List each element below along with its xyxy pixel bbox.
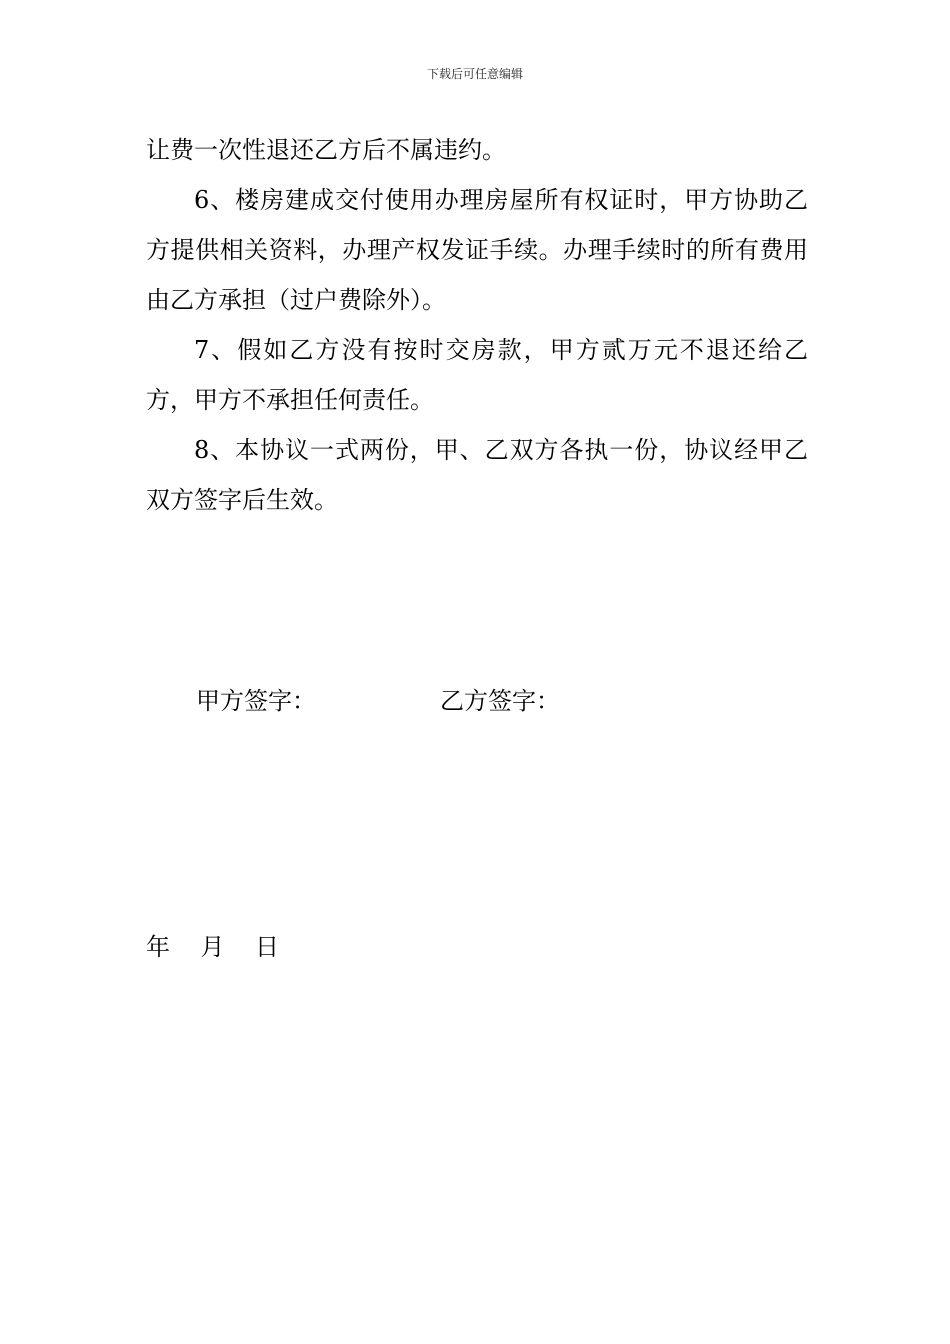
clause-8: 8、本协议一式两份，甲、乙双方各执一份，协议经甲乙双方签字后生效。 <box>146 436 808 514</box>
party-a-signature-label: 甲方签字： <box>196 687 316 715</box>
paragraph-continuation: 让费一次性退还乙方后不属违约。 <box>146 136 506 164</box>
party-b-signature-label: 乙方签字： <box>440 687 560 715</box>
signature-row <box>196 676 796 726</box>
clause-7: 7、假如乙方没有按时交房款，甲方贰万元不退还给乙方，甲方不承担任何责任。 <box>146 336 808 414</box>
date-line <box>146 922 279 972</box>
date-month-label: 月 <box>200 933 225 961</box>
document-body <box>146 125 808 525</box>
page-header: 下载后可任意编辑 <box>426 67 523 81</box>
clause-6: 6、楼房建成交付使用办理房屋所有权证时，甲方协助乙方提供相关资料，办理产权发证手续。办理手续时的所有费用由乙方承担（过户费除外）。 <box>146 186 808 314</box>
date-year-label: 年 <box>146 933 170 961</box>
date-day-label: 日 <box>255 933 280 961</box>
